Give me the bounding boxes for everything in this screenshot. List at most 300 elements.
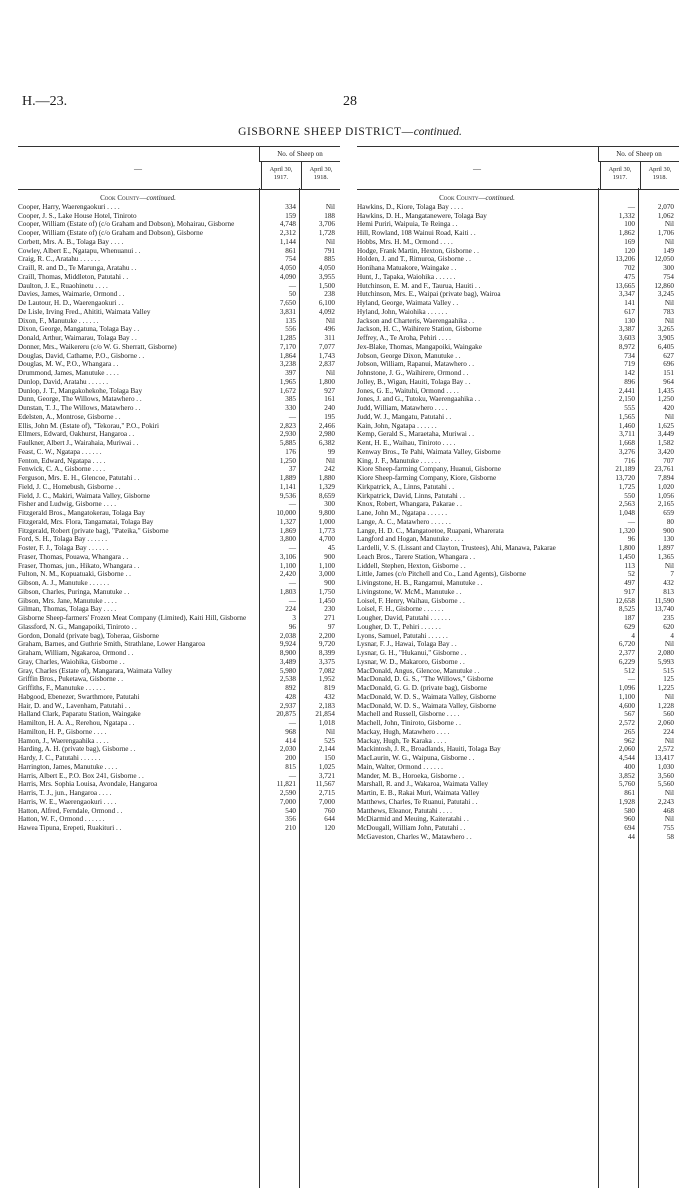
table-row (18, 483, 340, 492)
sheep-1918: 2,183 (318, 701, 335, 710)
sheep-1917: 1,327 (279, 517, 296, 526)
sheep-1917: 917 (624, 587, 635, 596)
table-row (357, 649, 679, 658)
owner-name: Judd, W. J., Mangatu, Patutahi . . (357, 412, 452, 421)
table-row (357, 658, 679, 667)
owner-name: Jackson, H. C., Waihirere Station, Gisborne (357, 325, 482, 334)
owner-name: Harrington, James, Manutuke . . . . (18, 762, 118, 771)
table-row (18, 395, 340, 404)
table-row (357, 290, 679, 299)
sheep-1917: 4,600 (618, 701, 635, 710)
owner-name: Fraser, Thomas, jun., Hikato, Whangara . . (18, 561, 140, 570)
owner-name: Cook County—continued. (100, 194, 176, 202)
table-row (18, 282, 340, 291)
sheep-1917: 892 (285, 684, 296, 692)
sheep-1917: 1,285 (279, 334, 296, 342)
sheep-1918: 2,060 (657, 719, 674, 727)
sheep-1918: 1,880 (318, 474, 335, 482)
sheep-1917: 1,565 (618, 412, 635, 421)
sheep-1917: 716 (624, 456, 635, 465)
owner-name: Lysnar, G. H., "Hukanui," Gisborne . . (357, 649, 467, 657)
owner-name: Gordon, Donald (private bag), Toheraa, Gisborne (18, 631, 159, 640)
sheep-1917: 896 (624, 377, 635, 386)
sheep-1917: — (288, 500, 296, 509)
owner-name: Glassford, N. G., Mangapoiki, Tiniroto . . (18, 622, 137, 631)
sheep-1918: 6,405 (657, 342, 674, 351)
date-1918-header: April 30, 1918. (640, 162, 679, 189)
sheep-1918: 1,062 (657, 211, 674, 220)
table-row (357, 579, 679, 588)
sheep-1918: 9,720 (318, 640, 335, 649)
sheep-1917: 3,852 (618, 771, 635, 780)
sheep-1917: 2,377 (618, 649, 635, 657)
sheep-1918: 125 (663, 675, 674, 684)
sheep-1917: 44 (627, 832, 635, 841)
sheep-1918: 7,077 (318, 342, 335, 351)
owner-name: Gilman, Thomas, Tolaga Bay . . . . (18, 605, 117, 614)
sheep-1918: 2,070 (657, 202, 674, 211)
sheep-1918: 161 (324, 395, 335, 404)
table-row (357, 772, 679, 781)
sheep-1917: 2,572 (618, 719, 635, 727)
sheep-1918: 300 (324, 500, 335, 509)
sheep-1917: 617 (624, 307, 635, 316)
sheep-1918: 130 (663, 535, 674, 544)
sheep-1917: 719 (624, 360, 635, 369)
sheep-1917: 8,972 (618, 342, 635, 351)
table-row (18, 579, 340, 588)
sheep-1917: 962 (624, 736, 635, 745)
sheep-1918: 151 (663, 369, 674, 377)
sheep-1917: — (288, 281, 296, 290)
owner-name: Judd, William, Matawhero . . . . (357, 404, 448, 412)
owner-name: Cowley, Albert E., Ngatapu, Whenuanui . . (18, 246, 141, 255)
sheep-1918: 755 (663, 824, 674, 832)
sheep-1917: 385 (285, 395, 296, 404)
owner-name: Cooper, William (Estate of) (c/o Graham and Dobson), Gisborne (18, 229, 203, 237)
table-row (357, 719, 679, 728)
sheep-1918: 4,092 (318, 307, 335, 316)
owner-name: Lange, A. C., Matawhero . . . . . . (357, 517, 451, 526)
sheep-1918: 3,449 (657, 430, 674, 439)
table-row (18, 675, 340, 684)
owner-name: Machell and Russell, Gisborne . . . . (357, 710, 460, 719)
sheep-1918: 23,761 (654, 465, 674, 474)
table-row (18, 728, 340, 737)
sheep-1917: — (288, 412, 296, 421)
owner-name: Cook County—continued. (439, 194, 515, 202)
sheep-1917: 1,332 (618, 211, 635, 220)
table-row (357, 623, 679, 632)
sheep-1918: 783 (663, 307, 674, 316)
sheep-1918: 760 (324, 806, 335, 815)
sheep-1918: 1,100 (318, 561, 335, 570)
sheep-1918: 3,706 (318, 220, 335, 229)
table-row (357, 273, 679, 282)
sheep-1917: 3 (292, 614, 296, 622)
table-row (18, 693, 340, 702)
sheep-1918: 1,365 (657, 552, 674, 561)
sheep-1918: 1,056 (657, 491, 674, 500)
sheep-1918: 3,560 (657, 771, 674, 780)
owner-name: Fraser, Thomas, Pouawa, Whangara . . (18, 552, 129, 561)
sheep-1917: 3,711 (619, 430, 635, 439)
sheep-1918: 515 (663, 666, 674, 675)
table-row (357, 229, 679, 238)
table-row (18, 632, 340, 641)
owner-name: Kirkpatrick, A., Linns, Patutahi . . (357, 482, 454, 491)
owner-name: Harris, Albert E., P.O. Box 241, Gisborne . . (18, 771, 144, 780)
sheep-1917: 475 (624, 272, 635, 281)
owner-name: Habgood, Ebenezer, Swarthmore, Patutahi (18, 692, 140, 701)
sheep-1917: 1,869 (279, 526, 296, 535)
table-row (18, 317, 340, 326)
owner-name: Hunt, J., Tapaka, Waiohika . . . . . . (357, 272, 456, 281)
sheep-1917: — (627, 675, 635, 684)
sheep-1918: 560 (663, 710, 674, 719)
sheep-1917: 1,100 (618, 692, 635, 701)
table-row (357, 264, 679, 273)
sheep-1918: 6,100 (318, 299, 335, 307)
owner-name: Ford, S. H., Tolaga Bay . . . . . . (18, 535, 108, 544)
table-row (357, 317, 679, 326)
sheep-1918: 99 (327, 447, 335, 456)
sheep-1917: 960 (624, 815, 635, 824)
owner-name: Jones, G. E., Waituhi, Ormond . . . . (357, 386, 459, 395)
owner-name: Main, Walter, Ormond . . . . . . (357, 762, 443, 771)
table-row (357, 299, 679, 308)
table-row (18, 640, 340, 649)
sheep-1918: 11,590 (654, 596, 674, 605)
sheep-1917: 1,320 (618, 526, 635, 535)
sheep-1917: 9,536 (279, 491, 296, 500)
owner-name: Lane, John M., Ngatapa . . . . . . (357, 509, 448, 517)
owner-name: Gray, Charles, Waiohika, Gisborne . . (18, 657, 125, 666)
owner-name: Mackay, Hugh, Te Karaka . . . . (357, 736, 447, 745)
sheep-1917: 1,141 (279, 482, 296, 491)
owner-name: Hutchinson, Mrs. E., Waipai (private bag), Wairoa (357, 290, 501, 299)
sheep-1918: 195 (324, 412, 335, 421)
sheep-1918: 13,740 (654, 605, 674, 614)
sheep-1917: 428 (285, 692, 296, 701)
sheep-1917: 37 (288, 465, 296, 474)
sheep-1917: 540 (285, 806, 296, 815)
sheep-1918: Nil (664, 640, 674, 649)
owner-name: Hatton, Alfred, Ferndale, Ormond . . (18, 806, 123, 815)
table-row (18, 745, 340, 754)
sheep-1917: 400 (624, 762, 635, 771)
owner-name: Fitzgerald, Robert (private bag), "Pateika," Gisborne (18, 526, 169, 535)
table-row (357, 439, 679, 448)
owner-name: Edelsten, A., Montrose, Gisborne . . (18, 412, 121, 421)
sheep-1918: 1,582 (657, 439, 674, 447)
page-number: 28 (343, 94, 357, 109)
table-row (18, 570, 340, 579)
owner-name: Harris, T. J., jun., Hangaroa . . . . (18, 789, 112, 797)
table-row (18, 343, 340, 352)
sheep-1917: 120 (624, 246, 635, 255)
sheep-count-header: No. of Sheep on (598, 147, 679, 162)
sheep-1918: 6,382 (318, 439, 335, 447)
table-row (18, 273, 340, 282)
sheep-1917: 1,450 (618, 552, 635, 561)
sheep-1917: 100 (624, 220, 635, 229)
sheep-1917: — (288, 579, 296, 587)
sheep-1918: 58 (666, 832, 674, 841)
sheep-1918: Nil (664, 412, 674, 421)
owner-name: Corbett, Mrs. A. B., Tolaga Bay . . . . (18, 237, 124, 246)
table-row (357, 693, 679, 702)
owner-name: Johnstone, J. G., Waihirere, Ormond . . (357, 369, 469, 377)
sheep-1917: 497 (624, 579, 635, 587)
owner-name: Hamon, J., Waerengaahika . . . . (18, 736, 109, 745)
sheep-1918: Nil (664, 789, 674, 797)
sheep-1918: 885 (324, 255, 335, 264)
table-row (357, 824, 679, 833)
sheep-1917: 1,048 (618, 509, 635, 517)
owner-name: Lougher, D. T., Pehiri . . . . . . (357, 622, 441, 631)
table-row (357, 404, 679, 413)
sheep-1917: 5,980 (279, 666, 296, 675)
table-row (357, 422, 679, 431)
sheep-1918: 1,952 (318, 675, 335, 684)
owner-name: Gray, Charles (Estate of), Mangarara, Waimata Valley (18, 666, 172, 675)
column-rule (638, 188, 639, 1188)
table-row (357, 789, 679, 798)
sheep-1918: 7,082 (318, 666, 335, 675)
owner-name: Graham, Barnes, and Guthrie Smith, Strathlane, Lower Hangaroa (18, 640, 205, 649)
table-row (357, 675, 679, 684)
table-row (357, 544, 679, 553)
sheep-1918: 3,000 (318, 570, 335, 579)
table-row (357, 640, 679, 649)
left-table (18, 146, 340, 833)
sheep-1918: 4,050 (318, 264, 335, 272)
owner-name: Liddell, Stephen, Hexton, Gisborne . . (357, 561, 466, 570)
table-row (357, 588, 679, 597)
table-row (18, 614, 340, 623)
sheep-1917: — (627, 202, 635, 211)
table-row (18, 553, 340, 562)
owner-name: Halland Clark, Paparatu Station, Waingake (18, 710, 141, 719)
sheep-1918: 4,700 (318, 535, 335, 544)
sheep-1917: 4,748 (279, 220, 296, 229)
table-row (18, 352, 340, 361)
table-row (357, 492, 679, 501)
owner-name: Drummond, James, Manutuke . . . . (18, 369, 119, 377)
table-row (18, 798, 340, 807)
table-row (18, 605, 340, 614)
sheep-1918: 644 (324, 815, 335, 824)
table-row (18, 535, 340, 544)
table-row (18, 710, 340, 719)
sheep-1917: 815 (285, 762, 296, 771)
sheep-1918: 496 (324, 325, 335, 334)
table-row (18, 815, 340, 824)
table-row (357, 570, 679, 579)
table-row (357, 632, 679, 641)
sheep-1917: 512 (624, 666, 635, 675)
owner-name: MacDonald, D. G. S., "The Willows," Gisborne (357, 675, 494, 684)
sheep-1918: 230 (324, 605, 335, 614)
sheep-1917: 1,096 (618, 684, 635, 692)
table-row (357, 369, 679, 378)
owner-name: De Lautour, H. D., Waerengaokuri . . (18, 299, 124, 307)
table-row (18, 702, 340, 711)
owner-name: Dunlop, J. T., Mangakohekohe, Tolaga Bay (18, 386, 143, 395)
owner-name: Craill, Thomas, Middleton, Patutahi . . (18, 272, 129, 281)
sheep-1917: 734 (624, 351, 635, 360)
sheep-1917: 8,525 (618, 605, 635, 614)
sheep-1917: 11,821 (276, 780, 296, 789)
table-row (357, 212, 679, 221)
sheep-1917: — (288, 719, 296, 727)
owner-name: Harris, W. E., Waerengaokuri . . . . (18, 797, 117, 806)
table-row (18, 430, 340, 439)
sheep-1918: 432 (663, 579, 674, 587)
sheep-1918: Nil (664, 561, 674, 570)
owner-name: Dunlop, David, Aratahu . . . . . . (18, 377, 109, 386)
sheep-1917: 96 (288, 622, 296, 631)
table-row (18, 439, 340, 448)
sheep-1918: 8,659 (318, 491, 335, 500)
sheep-1917: 1,672 (279, 386, 296, 395)
table-row (357, 465, 679, 474)
table-row (357, 325, 679, 334)
sheep-1917: 2,038 (279, 631, 296, 640)
table-row (18, 465, 340, 474)
sheep-1918: 3,245 (657, 290, 674, 299)
table-row (18, 789, 340, 798)
owner-name: Leach Bros., Tarere Station, Whangara . . (357, 552, 476, 561)
sheep-1918: Nil (664, 692, 674, 701)
sheep-1917: 567 (624, 710, 635, 719)
sheep-1918: 1,728 (318, 229, 335, 237)
table-row (357, 807, 679, 816)
sheep-1917: 21,189 (615, 465, 635, 474)
sheep-1917: 20,875 (276, 710, 296, 719)
table-row (357, 343, 679, 352)
owner-name: Machell, John, Tiniroto, Gisborne . . (357, 719, 461, 727)
owner-name: Dixon, George, Mangatuna, Tolaga Bay . . (18, 325, 140, 334)
table-row (18, 448, 340, 457)
page-reference: H.—23. (22, 94, 68, 109)
sheep-1917: 6,229 (618, 657, 635, 666)
table-row (18, 457, 340, 466)
date-1918-header: April 30, 1918. (301, 162, 340, 189)
table-row (18, 754, 340, 763)
sheep-1918: 2,165 (657, 500, 674, 509)
owner-name: Faulkner, Albert J., Wairahaia, Muriwai . . (18, 439, 139, 447)
sheep-1917: 555 (624, 404, 635, 412)
sheep-1918: 927 (324, 386, 335, 395)
owner-name: MacDonald, W. D. S., Waimata Valley, Gisborne (357, 692, 497, 701)
sheep-1918: 2,715 (318, 789, 335, 797)
date-1917-header: April 30, 1917. (600, 162, 639, 189)
table-row (357, 360, 679, 369)
sheep-1918: 2,572 (657, 745, 674, 754)
owner-name: MacLaurin, W. G., Waipuna, Gisborne . . (357, 754, 475, 762)
owner-name: Gibson, Mrs. Jane, Manutuke . . . . (18, 596, 117, 605)
sheep-1917: 356 (285, 815, 296, 824)
sheep-1918: 707 (663, 456, 674, 465)
table-row (18, 334, 340, 343)
table-row (357, 474, 679, 483)
sheep-1918: 3,265 (657, 325, 674, 334)
owner-name: Hamilton, H. A. A., Rerehou, Ngatapa . . (18, 719, 135, 727)
owner-name: Griffin Bros., Puketawa, Gisborne . . (18, 675, 123, 684)
table-row (18, 562, 340, 571)
owner-name: Donald, Arthur, Waimarau, Tolaga Bay . . (18, 334, 137, 342)
sheep-1917: 224 (285, 605, 296, 614)
table-row (357, 518, 679, 527)
column-rule (598, 188, 599, 1188)
table-row (357, 737, 679, 746)
owner-name: Field, J. C., Homebush, Gisborne . . (18, 482, 121, 491)
table-row (18, 413, 340, 422)
sheep-1918: 2,144 (318, 745, 335, 754)
owner-name: Jobson, George Dixon, Manutuke . . (357, 351, 461, 360)
sheep-1918: 696 (663, 360, 674, 369)
owner-name: Hamilton, H. P., Gisborne . . . . (18, 727, 107, 736)
table-row (357, 614, 679, 623)
owner-name: Hawea Tipuna, Erepeti, Ruakituri . . (18, 824, 122, 832)
table-row (357, 509, 679, 518)
sheep-1917: 5,885 (279, 439, 296, 447)
table-row (18, 807, 340, 816)
sheep-1917: 861 (285, 246, 296, 255)
sheep-1917: 397 (285, 369, 296, 377)
sheep-1918: 9,800 (318, 509, 335, 517)
sheep-1917: 10,000 (276, 509, 296, 517)
sheep-1917: 3,387 (618, 325, 635, 334)
owner-name: Lougher, David, Patutahi . . . . . . (357, 614, 451, 622)
owner-name: Kemp, Gerald S., Maraetaha, Muriwai . . (357, 430, 474, 439)
table-row (357, 352, 679, 361)
owner-name: Matthews, Eleanor, Patutahi . . . . (357, 806, 452, 815)
table-row (357, 728, 679, 737)
owner-name: Gibson, A. J., Manutuke . . . . . . (18, 579, 110, 587)
table-row (357, 308, 679, 317)
sheep-1917: 113 (624, 561, 635, 570)
sheep-1918: Nil (325, 237, 335, 246)
owner-name: Harding, A. H. (private bag), Gisborne . . (18, 745, 136, 754)
sheep-1917: 334 (285, 202, 296, 211)
owner-name: Kiore Sheep-farming Company, Huanui, Gisborne (357, 465, 501, 474)
sheep-1917: 1,725 (618, 482, 635, 491)
sheep-1918: 432 (324, 692, 335, 701)
table-row (357, 562, 679, 571)
owner-name: Jackson and Charteris, Waerengaahika . . (357, 316, 475, 325)
table-row (18, 378, 340, 387)
sheep-1918: 1,250 (657, 395, 674, 404)
owner-name: Kenway Bros., Te Pahi, Waimata Valley, Gisborne (357, 447, 501, 456)
sheep-1917: 1,889 (279, 474, 296, 482)
sheep-1918: 754 (663, 272, 674, 281)
sheep-1918: 7,000 (318, 797, 335, 806)
sheep-1917: 3,276 (618, 447, 635, 456)
sheep-1917: 7,000 (279, 797, 296, 806)
left-rows (18, 190, 340, 833)
sheep-1918: 1,750 (318, 587, 335, 596)
sheep-1917: 414 (285, 736, 296, 745)
owner-name: Lyons, Samuel, Patutahi . . . . . . (357, 631, 448, 640)
owner-name: Gibson, Charles, Puringa, Manutuke . . (18, 587, 130, 596)
sheep-1918: Nil (325, 202, 335, 211)
table-row (18, 325, 340, 334)
sheep-1918: Nil (325, 727, 335, 736)
sheep-1918: 224 (663, 727, 674, 736)
